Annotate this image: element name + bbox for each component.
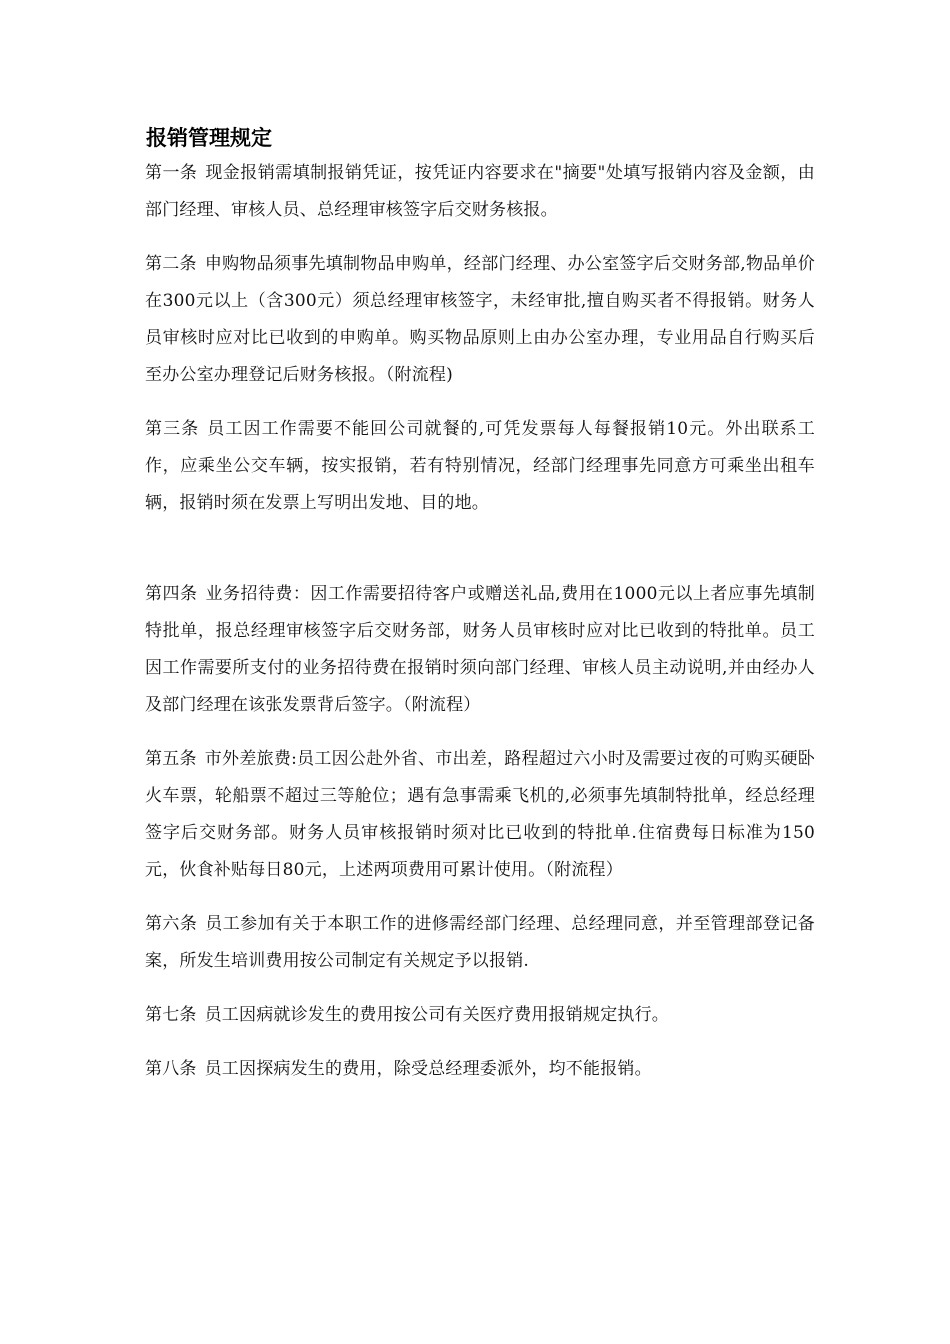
article-text: 市外差旅费:员工因公赴外省、市出差，路程超过六小时及需要过夜的可购买硬卧火车票，轮船票不超过三等舱位；遇有急事需乘飞机的,必须事先填制特批单，经总经理签字后交财务部。财务人员审核报销时须对比已收到的特批单.住宿费每日标准为150元，伙食补贴每日80元，上述两项费用可累计使用。（附流程） <box>145 749 815 880</box>
article-number: 第三条 <box>145 419 200 439</box>
article-number: 第四条 <box>145 584 198 604</box>
article-number: 第五条 <box>145 749 197 769</box>
article-6 <box>145 906 815 980</box>
article-text: 现金报销需填制报销凭证，按凭证内容要求在"摘要"处填写报销内容及金额，由部门经理、审核人员、总经理审核签字后交财务核报。 <box>145 163 815 220</box>
article-text: 业务招待费：因工作需要招待客户或赠送礼品,费用在1000元以上者应事先填制特批单，报总经理审核签字后交财务部，财务人员审核时应对比已收到的特批单。员工因工作需要所支付的业务招待费在报销时须向部门经理、审核人员主动说明,并由经办人及部门经理在该张发票背后签字。（附流程） <box>145 584 815 715</box>
article-5 <box>145 741 815 889</box>
article-number: 第七条 <box>145 1005 197 1025</box>
article-text: 员工因工作需要不能回公司就餐的,可凭发票每人每餐报销10元。外出联系工作，应乘坐公交车辆，按实报销，若有特别情况，经部门经理事先同意方可乘坐出租车辆，报销时须在发票上写明出发地、目的地。 <box>145 419 815 513</box>
article-8 <box>145 1051 815 1088</box>
article-number: 第六条 <box>145 914 198 934</box>
article-7 <box>145 997 815 1034</box>
article-list <box>145 155 815 1105</box>
article-text: 员工因病就诊发生的费用按公司有关医疗费用报销规定执行。 <box>204 1005 670 1025</box>
article-4 <box>145 576 815 724</box>
article-1 <box>145 155 815 229</box>
article-text: 申购物品须事先填制物品申购单，经部门经理、办公室签字后交财务部,物品单价在300元以上（含300元）须总经理审核签字，未经审批,擅自购买者不得报销。财务人员审核时应对比已收到的申购单。购买物品原则上由办公室办理，专业用品自行购买后至办公室办理登记后财务核报。（附流程) <box>145 254 815 385</box>
article-text: 员工参加有关于本职工作的进修需经部门经理、总经理同意，并至管理部登记备案，所发生培训费用按公司制定有关规定予以报销. <box>145 914 815 971</box>
article-2 <box>145 246 815 394</box>
article-number: 第八条 <box>145 1059 197 1079</box>
article-number: 第一条 <box>145 163 198 183</box>
article-text: 员工因探病发生的费用，除受总经理委派外，均不能报销。 <box>204 1059 652 1079</box>
document-title: 报销管理规定 <box>146 126 272 150</box>
article-3 <box>145 411 815 522</box>
article-number: 第二条 <box>145 254 197 274</box>
